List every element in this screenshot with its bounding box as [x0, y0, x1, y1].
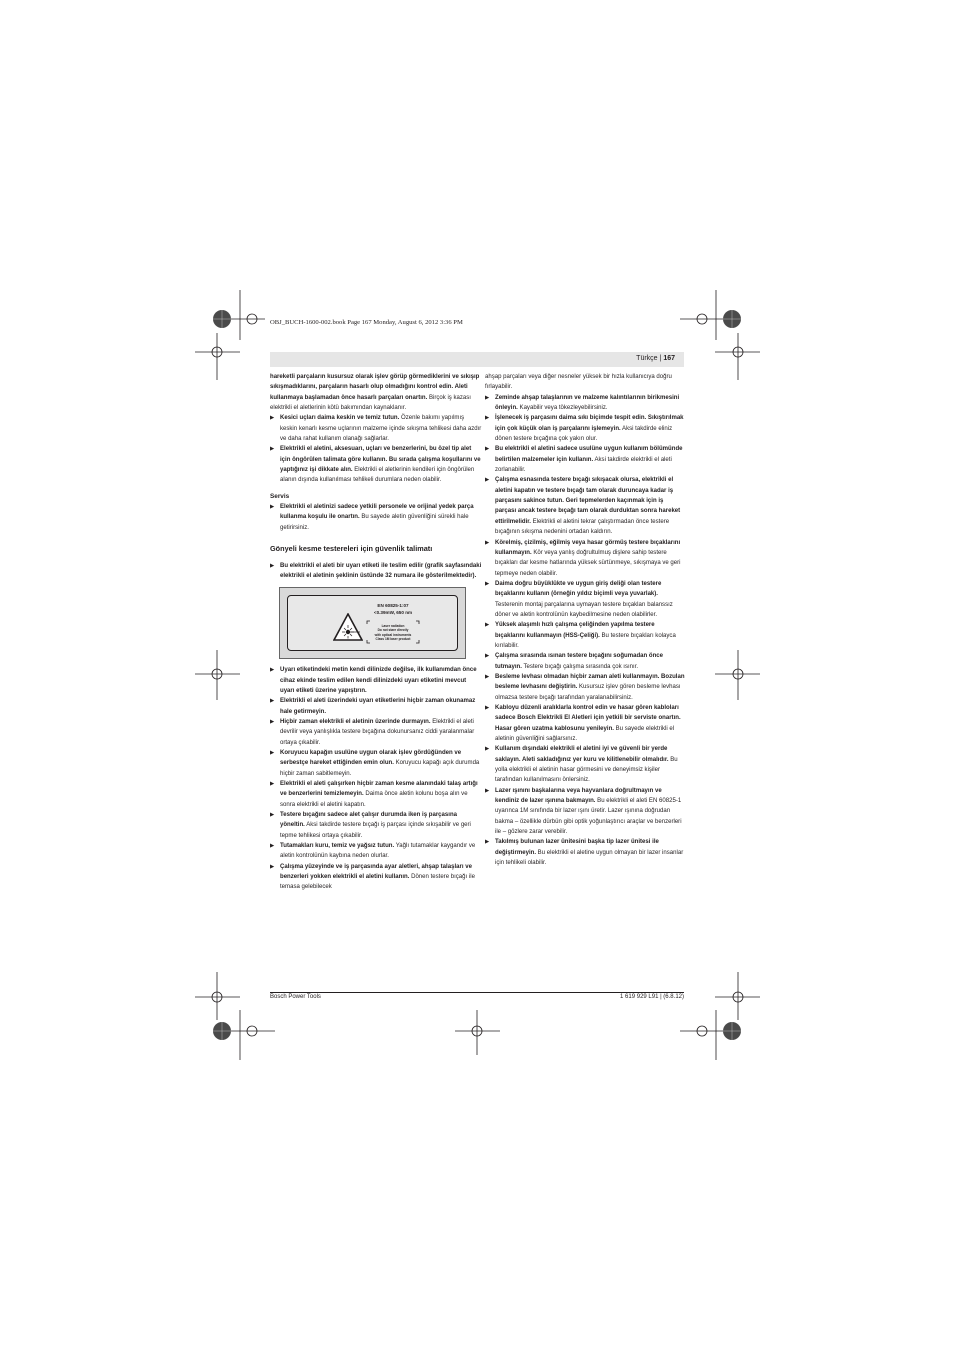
- safety-list-b: [270, 561, 482, 582]
- item-bold-text: Kesici uçları daima keskin ve temiz tutun.: [280, 415, 400, 422]
- triangle-right-icon: ▶: [485, 394, 490, 401]
- item-bold-text: Kullanım dışındaki elektrikli el aletini iyi ve güvenli bir yerde saklayın. Aleti sakladığınız yer kuru ve kilitlenebilir olmalıdır.: [495, 746, 669, 763]
- item-text: Kusursuz işlev gören besleme levhası olmazsa testere bıçağı tarafından yaralanabilirsiniz.: [495, 684, 681, 701]
- item-bold-text: Hiçbir zaman elektrikli el aletinin üzerinde durmayın.: [280, 718, 431, 725]
- triangle-right-icon: ▶: [485, 415, 490, 422]
- item-text: Bu yolla elektrikli el aletinin hasar görmesini ve deneyimsiz kişiler tarafından kullanılmasını önlersiniz.: [495, 756, 678, 784]
- list-item: [270, 779, 482, 810]
- laser-text-4: Class 1M laser product: [375, 637, 411, 642]
- list-item: [270, 810, 482, 841]
- safety-list-c: [270, 665, 482, 893]
- item-bold-text: Uyarı etiketindeki metin kendi dilinizde değilse, ilk kullanımdan önce cihaz ekinde teslim edilen kendi dilinizdeki uyarı etiketini mevcut uyarı etiketi üzerine yapıştırın.: [280, 667, 477, 694]
- list-item: [270, 862, 482, 893]
- item-text: Testere bıçağı çalışma sırasında çok ısınır.: [521, 663, 639, 670]
- triangle-right-icon: ▶: [485, 787, 490, 794]
- left-column: [270, 372, 482, 893]
- laser-warning-label: [279, 587, 466, 659]
- triangle-right-icon: ▶: [270, 698, 275, 705]
- list-item: [485, 744, 685, 785]
- safety-list-a: [270, 413, 482, 485]
- list-item: [270, 717, 482, 748]
- list-item: [485, 538, 685, 579]
- triangle-right-icon: ▶: [485, 673, 490, 680]
- item-bold-text: Elektrikli el aletinizi sadece yetkili personele ve orijinal yedek parça kullanma koşulu ile onartın.: [280, 504, 474, 521]
- triangle-right-icon: ▶: [485, 539, 490, 546]
- triangle-right-icon: ▶: [485, 705, 490, 711]
- triangle-right-icon: ▶: [270, 749, 275, 756]
- footer-rule: [270, 992, 684, 993]
- item-bold-text: İşlenecek iş parçasını daima sıkı biçimde tespit edin. Sıkıştırılmak için çok küçük olan iş parçalarını işlemeyin.: [495, 415, 684, 432]
- triangle-right-icon: ▶: [270, 504, 275, 511]
- item-bold-text: Kabloyu düzenli aralıklarla kontrol edin ve hasar gören kabloları sadece Bosch Elektrikli El Aletleri için yetkili bir serviste onartın. Hasar gören uzatma kablosunu yenileyin.: [495, 705, 681, 732]
- item-bold-text: Elektrikli el aletini, aksesuarı, uçları ve benzerlerini, bu özel tip alet için öngörülen talimata göre kullanın. Bu sırada çalışma koşullarını ve yaptığınız işi dikkate alın.: [280, 446, 481, 474]
- triangle-right-icon: ▶: [270, 562, 275, 569]
- item-bold-text: Çalışma sırasında ısınan testere bıçağını soğumadan önce tutmayın.: [495, 653, 664, 670]
- item-bold-text: Daima doğru büyüklükte ve uygun giriş deliği olan testere bıçaklarını kullanın (örneğin yıldız biçimli veya yuvarlak).: [495, 580, 662, 598]
- item-bold-text: Tutamakları kuru, temiz ve yağsız tutun.: [280, 843, 395, 850]
- language-label: Türkçe: [636, 355, 658, 362]
- laser-text-3: with optical instruments: [374, 632, 412, 637]
- item-text: Elektrikli el aletlerinin kendileri için öngörülen alanın dışında kullanılması tehlikeli durumlara neden olabilir.: [280, 467, 475, 484]
- item-bold-text: Bu elektrikli el aletini sadece usulüne uygun kullanım bölümünde belirtilen malzemeler için kullanın.: [495, 446, 683, 463]
- list-item: [485, 620, 685, 651]
- item-bold-text: Elektrikli el aleti üzerindeki uyarı etiketlerini hiçbir zaman okunamaz hale getirmeyin.: [280, 698, 476, 715]
- list-item: [270, 665, 482, 696]
- list-item: [270, 502, 482, 533]
- list-item: [485, 703, 685, 744]
- triangle-right-icon: ▶: [270, 812, 275, 818]
- language-bar: [270, 352, 684, 367]
- item-text: Elektrikli el aleti devrilir veya yanlışlıkla testere bıçağına dokunursanız ciddi yaralanmalar ortaya çıkabilir.: [280, 718, 475, 746]
- triangle-right-icon: ▶: [485, 622, 490, 629]
- triangle-right-icon: ▶: [485, 653, 490, 660]
- list-item: [270, 413, 482, 444]
- triangle-right-icon: ▶: [270, 415, 275, 422]
- footer-doc-number: 1 619 929 L91 | (6.8.12): [620, 994, 684, 1000]
- item-bold-text: Takılmış bulunan lazer ünitesini başka tip lazer ünitesi ile değiştirmeyin.: [495, 839, 659, 856]
- list-item: [485, 579, 685, 620]
- language-page-label: [636, 355, 675, 362]
- item-text: Aksi takdirde elektrikli el aleti zorlanabilir.: [495, 456, 672, 474]
- item-text: Dönen testere bıçağı ile temasa gelebilecek: [280, 874, 475, 891]
- triangle-right-icon: ▶: [270, 863, 275, 870]
- item-bold-text: Lazer ışınını başkalarına veya hayvanlara doğrultmayın ve kendiniz de lazer ışınına bakmayın.: [495, 787, 662, 805]
- servis-heading: Servis: [270, 492, 290, 500]
- page-number: 167: [663, 355, 675, 362]
- triangle-right-icon: ▶: [270, 446, 275, 453]
- item-bold-text: Bu elektrikli el aleti bir uyarı etiketi ile teslim edilir (grafik sayfasındaki elektrikli el aletinin şeklinin üstünde 32 numara ile gösterilmektedir).: [280, 562, 482, 579]
- list-item: [485, 651, 685, 672]
- section-title: Gönyeli kesme testereleri için güvenlik talimatı: [270, 544, 433, 554]
- safety-list-right: [485, 393, 685, 869]
- right-intro-paragraph: ahşap parçaları veya diğer nesneler yüksek bir hızla kullanıcıya doğru fırlayabilir.: [485, 374, 672, 391]
- item-text: Bu sayede elektrikli el aletinin güvenliğini sağlarsınız.: [495, 725, 675, 743]
- item-text: Testerenin montaj parçalarına uymayan testere bıçakları balanssız döner ve aletin kontrolünün kaybedilmesine neden olabilirler.: [495, 601, 673, 618]
- laser-standard: EN 60825-1:07: [377, 603, 409, 609]
- laser-power: <0.39mW, 650 nm: [373, 610, 413, 616]
- item-bold-text: Elektrikli el aleti çalışırken hiçbir zaman kesme alanındaki talaş artığı ve benzerlerini temizlemeyin.: [280, 780, 478, 798]
- item-text: Bu sayede aletin güvenliğini sürekli hale getirirsiniz.: [280, 514, 469, 531]
- list-item: [485, 413, 685, 444]
- list-item: [270, 696, 482, 717]
- item-text: Bu testere bıçakları kolayca kırılabilir.: [495, 632, 676, 649]
- item-text: Kör veya yanlış doğrultulmuş dişlere sahip testere bıçakları dar kesme hatlarında yüksek sürtünmeye, sıkışmaya ve geri tepmeye neden olabilir.: [495, 549, 681, 577]
- footer-brand: Bosch Power Tools: [270, 994, 321, 1000]
- safety-list-servis: [270, 502, 482, 533]
- item-text: Koruyucu kapağı açık durumda hiçbir zaman sabitlemeyin.: [280, 760, 480, 777]
- laser-text-2: Do not stare directly: [377, 628, 409, 633]
- file-header-line: OBJ_BUCH-1600-002.book Page 167 Monday, August 6, 2012 3:36 PM: [270, 319, 463, 326]
- laser-text-1: Laser radiation: [381, 624, 405, 629]
- list-item: [485, 672, 685, 703]
- item-bold-text: Koruyucu kapağın usulüne uygun olarak işlev gördüğünden ve serbestçe hareket ettiğinden emin olun.: [280, 749, 462, 767]
- triangle-right-icon: ▶: [485, 446, 490, 453]
- list-item: [270, 841, 482, 862]
- item-text: Yağlı tutamaklar kaygandır ve aletin kontrolünün kaybına neden olurlar.: [280, 843, 476, 860]
- item-bold-text: Körelmiş, çizilmiş, eğilmiş veya hasar görmüş testere bıçaklarını kullanmayın.: [495, 539, 681, 556]
- list-item: [270, 561, 482, 582]
- item-text: Kayabilir veya tökezleyebilirsiniz.: [517, 405, 608, 412]
- list-item: [270, 748, 482, 779]
- triangle-right-icon: ▶: [270, 780, 275, 787]
- list-item: [270, 444, 482, 485]
- item-bold-text: Çalışma esnasında testere bıçağı sıkışacak olursa, elektrikli el aletini kapatın ve testere bıçağı tam olarak duruncaya kadar iş parçasını sakince tutun. Geri tepmelerden kaçınmak için iş parçası ancak testere bıçağı tam olarak durduktan sonra hareket ettirilmelidir.: [495, 477, 681, 525]
- item-bold-text: Besleme levhası olmadan hiçbir zaman aleti kullanmayın. Bozulan besleme levhasını değiştirin.: [495, 673, 685, 691]
- list-item: [485, 393, 685, 414]
- right-column: [485, 372, 685, 869]
- item-text: Özenle bakımı yapılmış keskin kenarlı kesme uçlarının malzeme içinde sıkışma tehlikesi daha azdır ve daha rahat kullanım olanağı sağlarlar.: [280, 415, 482, 443]
- list-item: [485, 786, 685, 838]
- triangle-right-icon: ▶: [270, 843, 275, 850]
- list-item: [485, 837, 685, 868]
- triangle-right-icon: ▶: [485, 477, 490, 484]
- intro-paragraph: [270, 372, 482, 413]
- triangle-right-icon: ▶: [270, 718, 275, 725]
- item-bold-text: Yüksek alaşımlı hızlı çalışma çeliğinden yapılma testere bıçaklarını kullanmayın (HSS-Çeliği).: [495, 622, 655, 639]
- laser-label-frame: [287, 595, 458, 651]
- list-item: [485, 475, 685, 537]
- item-text: Bu elektrikli el aleti EN 60825-1 uyarınca 1M sınıfında bir lazer ışını üretir. Lazer ışınına doğrudan bakma – özellikle dürbün gibi optik yoğunlaştırıcı araçlar ve benzerleri ile – gözlere zarar verebilir.: [495, 798, 682, 836]
- item-bold-text: Testere bıçağını sadece alet çalışır durumda iken iş parçasına yöneltin.: [280, 812, 458, 829]
- item-text: Elektrikli el aletini tekrar çalıştırmadan önce testere bıçağının sıkışma nedenini ortadan kaldırın.: [495, 518, 670, 536]
- list-item: [485, 444, 685, 475]
- item-text: Aksi takdirde eliniz dönen testere bıçağına çok yakın olur.: [495, 425, 673, 443]
- item-text: Daima önce aletin kolunu boşa alın ve sonra elektrikli el aletini kapatın.: [280, 791, 468, 808]
- item-text: Bu elektrikli el aletine uygun olmayan bir lazer insanlar için tehlikeli olabilir.: [495, 849, 684, 867]
- triangle-right-icon: ▶: [485, 746, 490, 753]
- separator: |: [659, 355, 662, 362]
- item-bold-text: Çalışma yüzeyinde ve iş parçasında ayar aletleri, ahşap talaşları ve benzerleri yokken elektrikli el aletini kullanın.: [280, 863, 472, 881]
- triangle-right-icon: ▶: [485, 580, 490, 587]
- intro-bold: hareketli parçaların kusursuz olarak işlev görüp görmediklerini ve sıkışıp sıkışmadıklarını, parçaların hasarlı olup olmadığını kontrol edin. Aleti kullanmaya başlamadan önce hasarlı parçaları onartın.: [270, 374, 480, 401]
- intro-text: Birçok iş kazası elektrikli el aletlerinin kötü bakımından kaynaklanır.: [270, 394, 471, 412]
- laser-label-text: [371, 624, 415, 641]
- laser-label-code: [368, 602, 418, 616]
- triangle-right-icon: ▶: [485, 839, 490, 846]
- item-bold-text: Zeminde ahşap talaşlarının ve malzeme kalıntılarının birikmesini önleyin.: [495, 394, 680, 412]
- triangle-right-icon: ▶: [270, 667, 275, 674]
- laser-warning-icon: [333, 613, 363, 641]
- item-text: Aksi takdirde testere bıçağı iş parçası içinde sıkışabilir ve geri tepme tehlikesi ortaya çıkabilir.: [280, 822, 471, 839]
